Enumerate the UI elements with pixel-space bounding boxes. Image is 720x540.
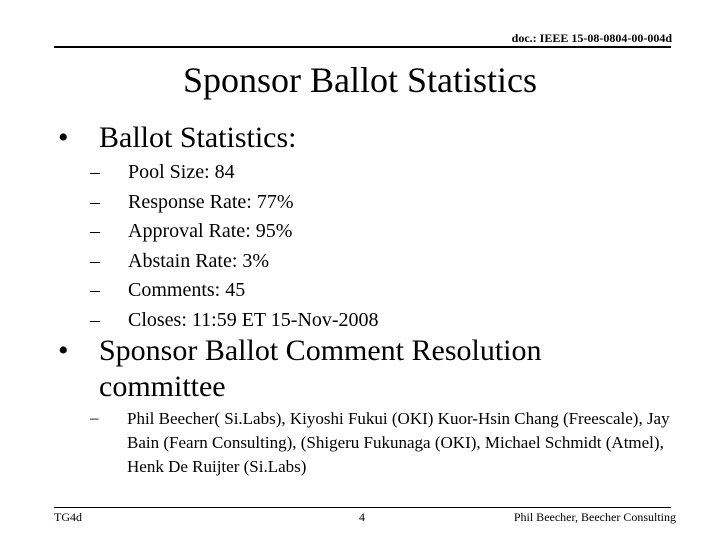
bullet-committee: • bbox=[58, 334, 69, 367]
slide-title: Sponsor Ballot Statistics bbox=[182, 60, 538, 100]
heading-committee-line2: committee bbox=[99, 370, 226, 403]
approval-rate: Approval Rate: 95% bbox=[128, 220, 293, 242]
dash-marker: – bbox=[90, 308, 100, 331]
footer-group-label: TG4d bbox=[54, 510, 82, 524]
pool-size: Pool Size: 84 bbox=[128, 161, 235, 183]
dash-marker: – bbox=[90, 190, 100, 213]
closes-time: Closes: 11:59 ET 15-Nov-2008 bbox=[128, 308, 379, 331]
response-rate: Response Rate: 77% bbox=[128, 190, 294, 213]
footer-rule bbox=[54, 507, 671, 508]
document-id: doc.: IEEE 15-08-0804-00-004d bbox=[511, 31, 672, 45]
comments-count: Comments: 45 bbox=[128, 279, 246, 301]
dash-marker: – bbox=[90, 220, 100, 242]
dash-marker: – bbox=[90, 279, 100, 301]
dash-marker: – bbox=[90, 161, 100, 183]
header-rule bbox=[54, 46, 671, 48]
heading-committee-line1: Sponsor Ballot Comment Resolution bbox=[99, 334, 542, 367]
bullet-ballot-statistics: • bbox=[58, 121, 69, 154]
dash-marker: – bbox=[90, 249, 100, 272]
heading-ballot-statistics: Ballot Statistics: bbox=[99, 121, 297, 154]
dash-marker: – bbox=[90, 408, 99, 427]
committee-members: Phil Beecher( Si.Labs), Kiyoshi Fukui (OKI) Kuor-Hsin Chang (Freescale), Jay Bain (Fearn Consulting), (Shigeru Fukunaga (OKI), Michael Schmidt (Atmel), Henk De Ruijter (Si.Labs) bbox=[127, 409, 670, 476]
abstain-rate: Abstain Rate: 3% bbox=[128, 249, 270, 272]
page-number: 4 bbox=[359, 510, 365, 524]
footer-author: Phil Beecher, Beecher Consulting bbox=[513, 510, 676, 524]
